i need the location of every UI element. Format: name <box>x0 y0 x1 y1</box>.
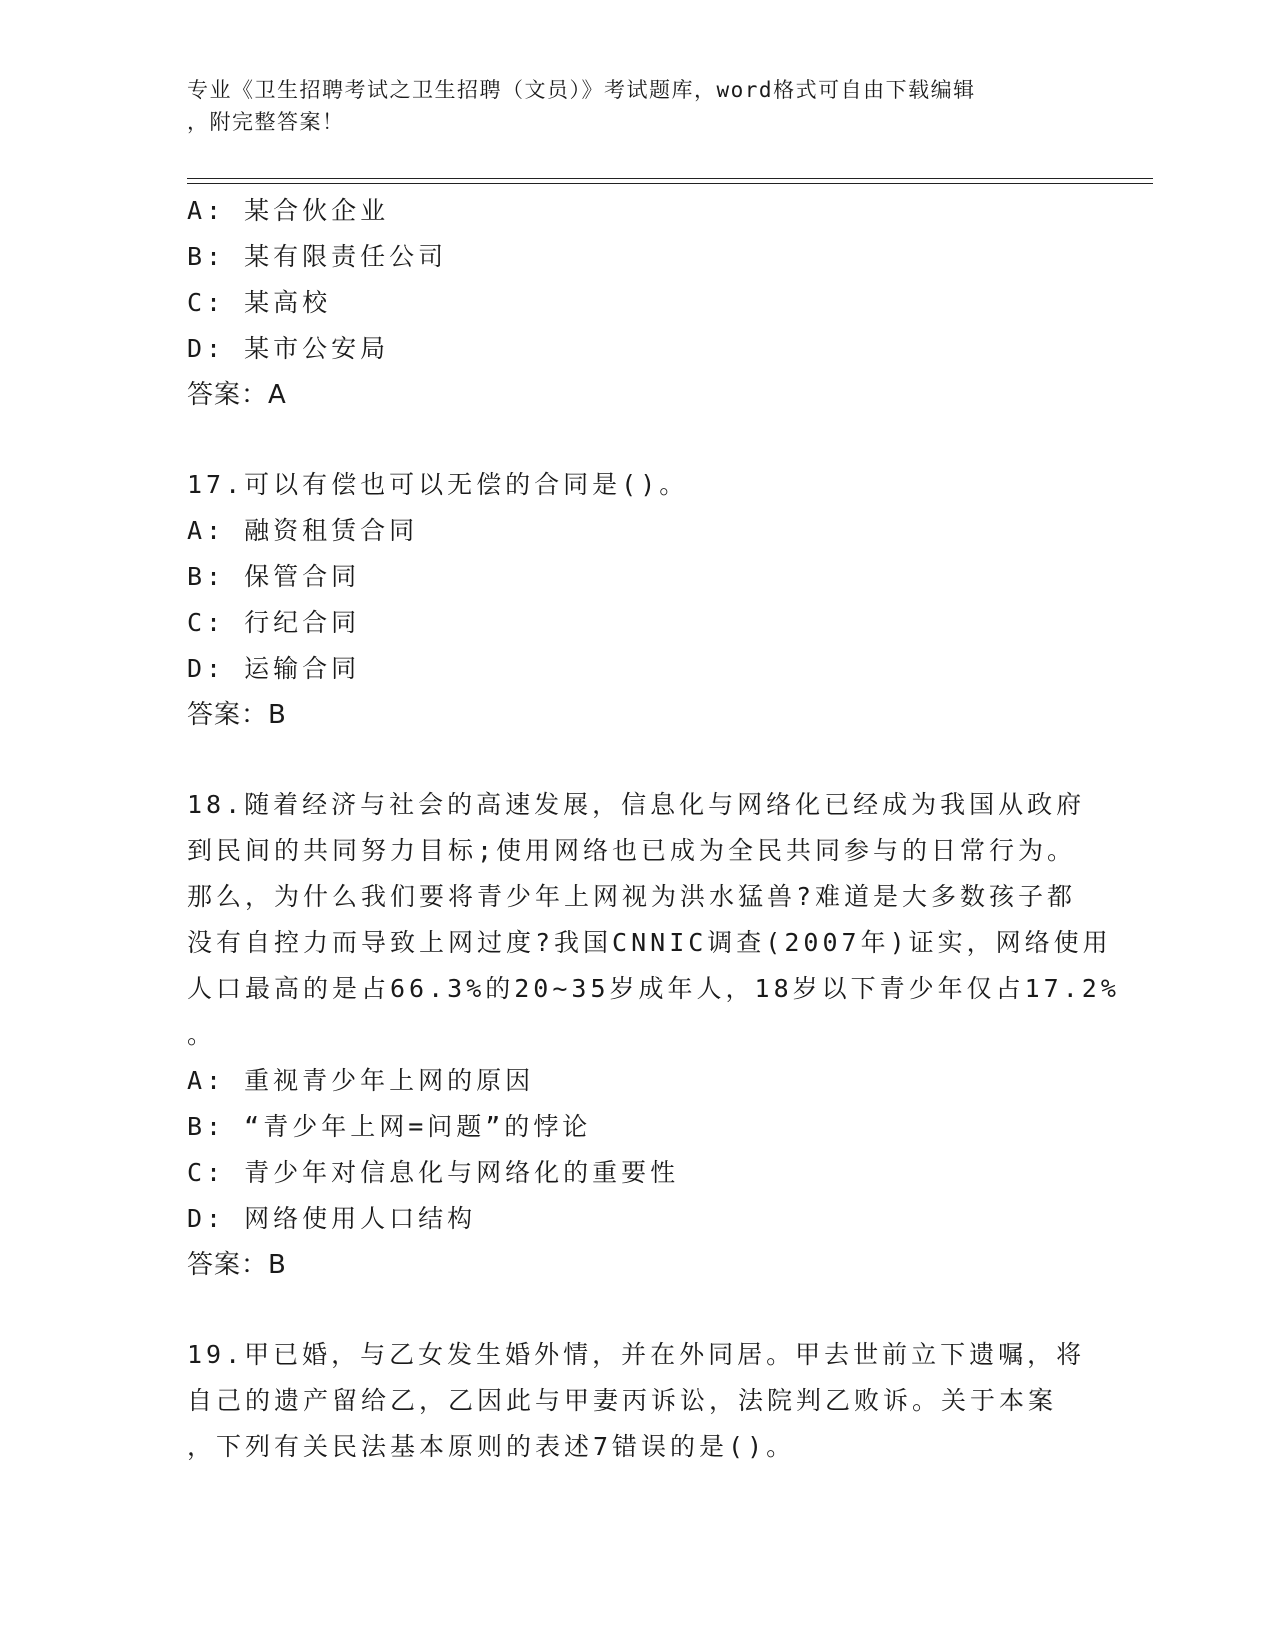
header-line-1: 专业《卫生招聘考试之卫生招聘（文员）》考试题库，word格式可自由下载编辑 <box>187 78 976 102</box>
option-a: A: 融资租赁合同 <box>187 516 419 545</box>
answer-line: 答案：B <box>187 700 287 730</box>
option-a: A: 重视青少年上网的原因 <box>187 1066 535 1095</box>
question-content <box>187 188 1120 1470</box>
question-text-line: 19.甲已婚，与乙女发生婚外情，并在外同居。甲去世前立下遗嘱，将 <box>187 1340 1086 1369</box>
option-b: B: “青少年上网=问题”的悖论 <box>187 1112 592 1141</box>
option-d: D: 网络使用人口结构 <box>187 1204 477 1233</box>
question-18 <box>187 782 1120 1288</box>
question-16 <box>187 188 1087 418</box>
option-d: D: 某市公安局 <box>187 334 390 363</box>
question-text-line: ，下列有关民法基本原则的表述7错误的是()。 <box>187 1432 796 1461</box>
header-divider-bottom <box>187 183 1153 184</box>
question-text-line: 人口最高的是占66.3%的20~35岁成年人，18岁以下青少年仅占17.2% <box>187 974 1120 1003</box>
option-b: B: 保管合同 <box>187 562 361 591</box>
option-c: C: 某高校 <box>187 288 332 317</box>
question-text-line: 。 <box>187 1020 217 1049</box>
question-text-line: 没有自控力而导致上网过度?我国CNNIC调查(2007年)证实，网络使用 <box>187 928 1112 957</box>
question-text-line: 18.随着经济与社会的高速发展，信息化与网络化已经成为我国从政府 <box>187 790 1086 819</box>
question-19 <box>187 1332 1087 1470</box>
option-d: D: 运输合同 <box>187 654 361 683</box>
option-c: C: 青少年对信息化与网络化的重要性 <box>187 1158 680 1187</box>
option-c: C: 行纪合同 <box>187 608 361 637</box>
header-divider-top <box>187 178 1153 179</box>
question-text-line: 那么，为什么我们要将青少年上网视为洪水猛兽?难道是大多数孩子都 <box>187 882 1077 911</box>
question-text-line: 自己的遗产留给乙，乙因此与甲妻丙诉讼，法院判乙败诉。关于本案 <box>187 1386 1058 1415</box>
question-17 <box>187 462 1087 738</box>
answer-line: 答案：A <box>187 380 287 410</box>
option-b: B: 某有限责任公司 <box>187 242 448 271</box>
document-header <box>187 74 1087 138</box>
answer-line: 答案：B <box>187 1250 287 1280</box>
option-a: A: 某合伙企业 <box>187 196 390 225</box>
question-text: 17.可以有偿也可以无偿的合同是()。 <box>187 470 689 499</box>
header-line-2: ，附完整答案！ <box>187 110 345 134</box>
question-text-line: 到民间的共同努力目标;使用网络也已成为全民共同参与的日常行为。 <box>187 836 1077 865</box>
